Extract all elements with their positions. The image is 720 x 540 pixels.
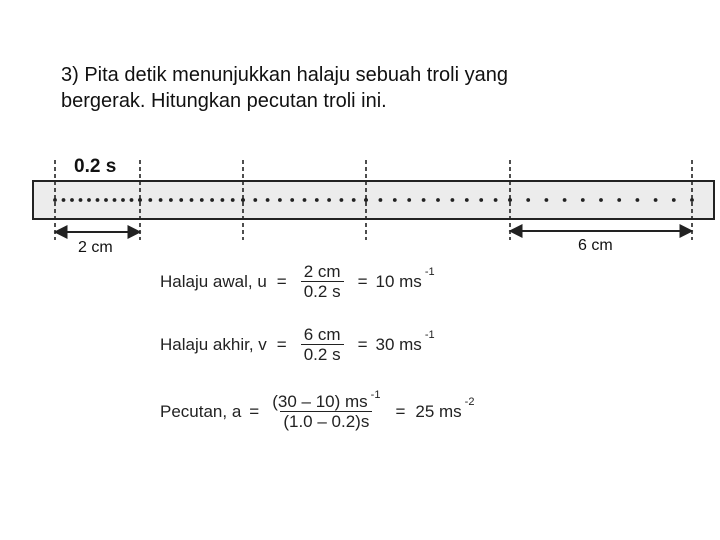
tape-dot bbox=[190, 198, 194, 202]
fraction bbox=[269, 389, 383, 431]
tape-dot bbox=[494, 198, 498, 202]
tape-dot bbox=[266, 198, 270, 202]
question-line-1: 3) Pita detik menunjukkan halaju sebuah troli yang bbox=[61, 64, 508, 86]
fraction bbox=[301, 262, 344, 301]
tape-dot bbox=[159, 198, 163, 202]
equals-sign: = bbox=[357, 334, 368, 354]
final-velocity-result bbox=[375, 328, 435, 355]
equals-sign: = bbox=[395, 401, 406, 421]
tape-dot bbox=[130, 198, 134, 202]
tape-dot bbox=[113, 198, 117, 202]
tape-dot bbox=[422, 198, 426, 202]
tape-dot bbox=[278, 198, 282, 202]
result-value: 10 ms bbox=[375, 271, 422, 291]
tape-dot bbox=[290, 198, 294, 202]
tape-dot bbox=[179, 198, 183, 202]
tape-dot bbox=[253, 198, 257, 202]
tape-dot bbox=[636, 198, 640, 202]
fraction-denominator: 0.2 s bbox=[301, 281, 344, 301]
tape-dot bbox=[407, 198, 411, 202]
acceleration-label: Pecutan, a bbox=[160, 401, 242, 421]
equation-final-velocity bbox=[160, 325, 435, 364]
question-line-2: bergerak. Hitungkan pecutan troli ini. bbox=[61, 90, 387, 112]
result-exponent: -1 bbox=[424, 265, 435, 278]
tape-dot bbox=[379, 198, 383, 202]
initial-velocity-label: Halaju awal, u bbox=[160, 271, 267, 291]
tape-dot bbox=[599, 198, 603, 202]
final-velocity-label: Halaju akhir, v bbox=[160, 334, 267, 354]
tape-dot bbox=[70, 198, 74, 202]
tape-dot bbox=[352, 198, 356, 202]
result-value: 25 ms bbox=[415, 401, 462, 421]
tape-dot bbox=[436, 198, 440, 202]
tape-dot bbox=[340, 198, 344, 202]
equation-initial-velocity bbox=[160, 262, 435, 301]
tape-dot bbox=[62, 198, 66, 202]
fraction-denominator: (1.0 – 0.2)s bbox=[280, 411, 372, 431]
numerator-text: (30 – 10) ms bbox=[272, 392, 368, 411]
ticker-tape bbox=[33, 181, 714, 219]
fraction-denominator: 0.2 s bbox=[301, 344, 344, 364]
tape-dot bbox=[148, 198, 152, 202]
tape-dot bbox=[210, 198, 214, 202]
equals-sign: = bbox=[357, 271, 368, 291]
equals-sign: = bbox=[276, 271, 287, 291]
tape-dot bbox=[169, 198, 173, 202]
tape-dot bbox=[672, 198, 676, 202]
tape-dot bbox=[451, 198, 455, 202]
tape-dot bbox=[96, 198, 100, 202]
tape-dot bbox=[79, 198, 83, 202]
tape-dot bbox=[654, 198, 658, 202]
tape-dot bbox=[221, 198, 225, 202]
right-distance-label: 6 cm bbox=[578, 237, 613, 254]
equation-acceleration bbox=[160, 389, 475, 431]
tape-dot bbox=[563, 198, 567, 202]
result-exponent: -2 bbox=[464, 395, 475, 408]
tape-dot bbox=[200, 198, 204, 202]
fraction bbox=[301, 325, 344, 364]
tape-dot bbox=[303, 198, 307, 202]
tape-dot bbox=[87, 198, 91, 202]
equals-sign: = bbox=[249, 401, 260, 421]
fraction-numerator bbox=[269, 389, 383, 411]
tape-dot bbox=[121, 198, 125, 202]
tape-dot bbox=[315, 198, 319, 202]
fraction-numerator: 6 cm bbox=[303, 325, 341, 344]
acceleration-result bbox=[415, 395, 475, 422]
tape-dot bbox=[581, 198, 585, 202]
result-exponent: -1 bbox=[424, 328, 435, 341]
tape-dot bbox=[479, 198, 483, 202]
tape-dot bbox=[393, 198, 397, 202]
tape-dot bbox=[327, 198, 331, 202]
tape-dot bbox=[526, 198, 530, 202]
tape-dot bbox=[465, 198, 469, 202]
numerator-exponent: -1 bbox=[370, 389, 381, 401]
tape-dot bbox=[231, 198, 235, 202]
left-distance-label: 2 cm bbox=[78, 239, 113, 256]
equals-sign: = bbox=[276, 334, 287, 354]
tape-dot bbox=[104, 198, 108, 202]
result-value: 30 ms bbox=[375, 334, 422, 354]
initial-velocity-result bbox=[375, 265, 435, 292]
fraction-numerator: 2 cm bbox=[303, 262, 341, 281]
time-interval-label: 0.2 s bbox=[74, 156, 117, 177]
tape-dot bbox=[545, 198, 549, 202]
tape-dot bbox=[617, 198, 621, 202]
